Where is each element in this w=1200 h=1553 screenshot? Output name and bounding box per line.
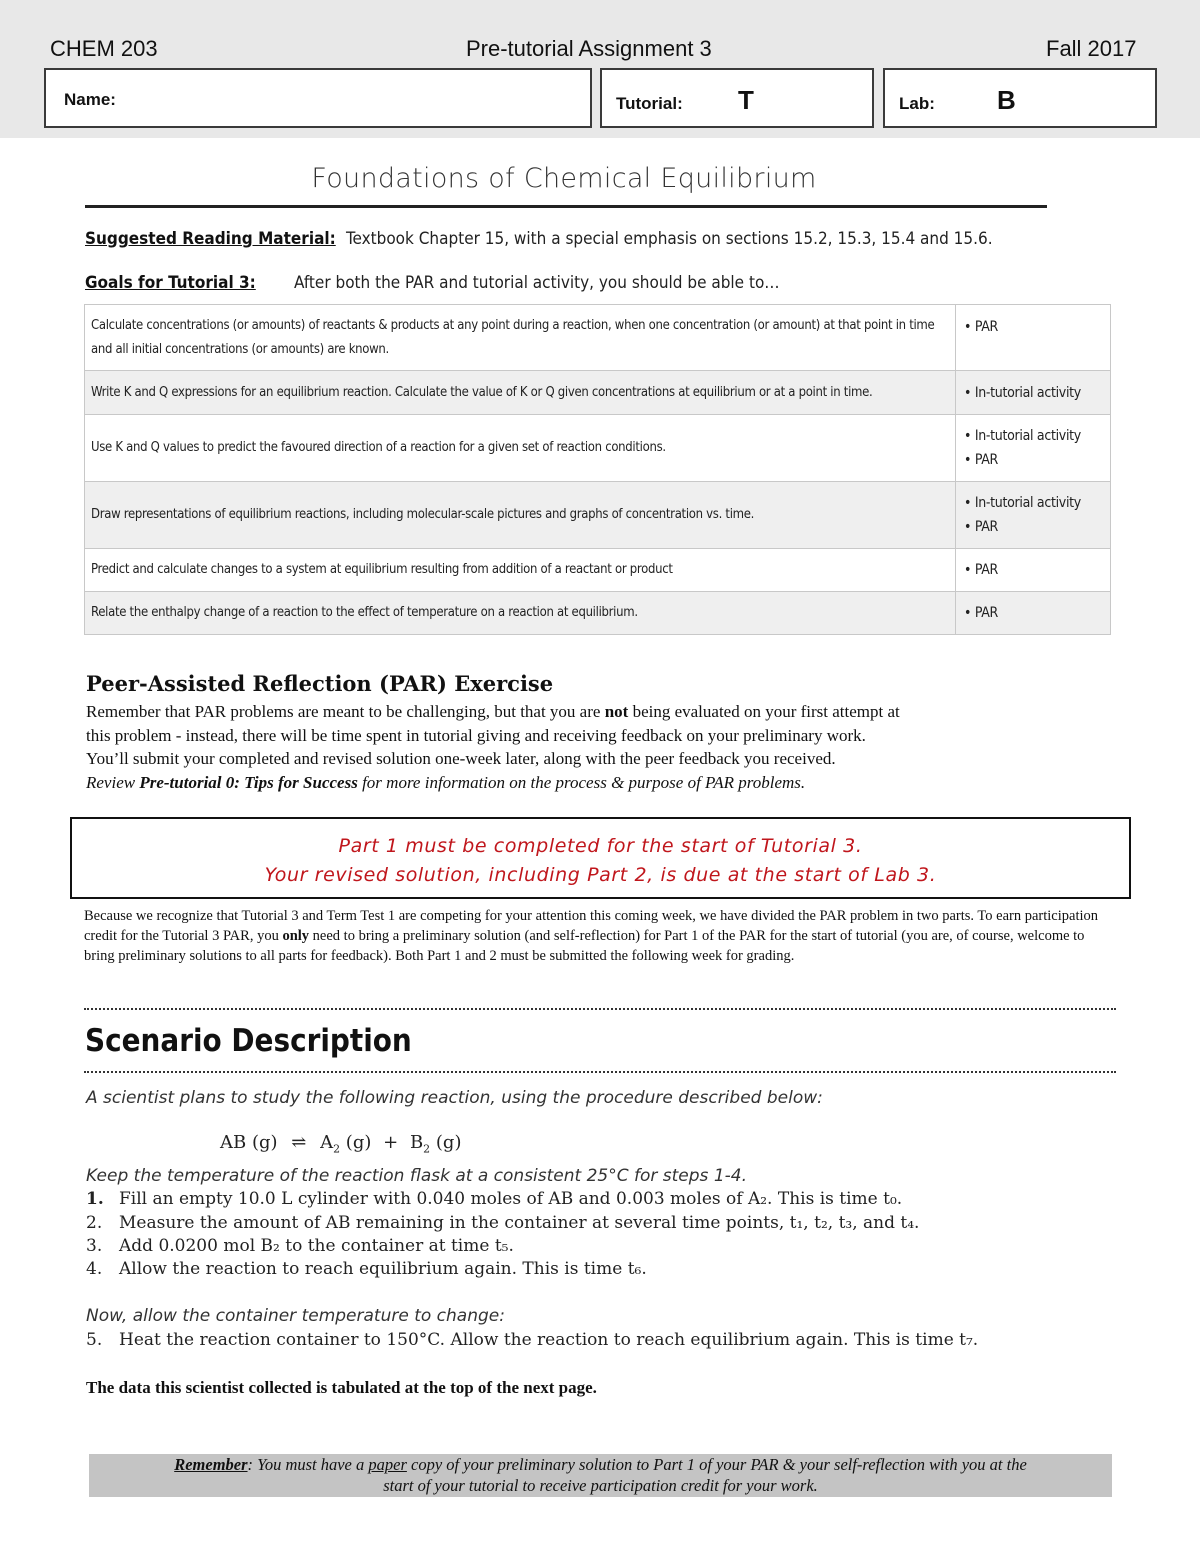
par-line-1: Remember that PAR problems are meant to be challenging, but that you are not being evaluated on your first attempt at	[86, 702, 900, 721]
tutorial-value: T	[738, 85, 754, 115]
par-line-2: this problem - instead, there will be time spent in tutorial giving and receiving feedback on your preliminary work.	[86, 725, 866, 745]
goals-table	[84, 304, 1111, 635]
goal-tags: • PAR	[956, 592, 1111, 635]
goal-desc: Relate the enthalpy change of a reaction to the effect of temperature on a reaction at equilibrium.	[85, 592, 956, 635]
tutorial-label: Tutorial:	[616, 94, 683, 113]
title-divider	[85, 205, 1047, 208]
remember-banner	[89, 1454, 1112, 1497]
notice-line-2: Your revised solution, including Part 2, is due at the start of Lab 3.	[264, 864, 937, 886]
reading-text: Textbook Chapter 15, with a special emphasis on sections 15.2, 15.3, 15.4 and 15.6.	[346, 229, 993, 249]
list-item: 4. Allow the reaction to reach equilibrium again. This is time t₆.	[86, 1259, 647, 1279]
goal-desc: Write K and Q expressions for an equilibrium reaction. Calculate the value of K or Q given concentrations at equilibrium or at a point in time.	[85, 371, 956, 415]
scenario-heading: Scenario Description	[85, 1023, 412, 1059]
dotted-divider	[84, 1008, 1116, 1010]
table-row	[85, 305, 1111, 371]
list-item: 2. Measure the amount of AB remaining in the container at several time points, t₁, t₂, t₃, and t₄.	[86, 1213, 920, 1233]
par-heading: Peer-Assisted Reflection (PAR) Exercise	[86, 671, 554, 696]
temperature-change-note: Now, allow the container temperature to change:	[86, 1306, 505, 1326]
goal-desc: Calculate concentrations (or amounts) of reactants & products at any point during a reaction, when one concentration (or amount) at that point in time and all initial concentrations (or amounts) are known.	[85, 305, 956, 371]
table-row	[85, 371, 1111, 415]
assignment-title: Pre-tutorial Assignment 3	[466, 36, 712, 61]
goal-tags: • In-tutorial activity • PAR	[956, 482, 1111, 549]
list-item: 5. Heat the reaction container to 150°C. Allow the reaction to reach equilibrium again. This is time t₇.	[86, 1330, 979, 1350]
table-row	[85, 482, 1111, 549]
goals-label: Goals for Tutorial 3:	[85, 273, 256, 293]
lab-value: B	[997, 85, 1016, 115]
goal-desc: Draw representations of equilibrium reactions, including molecular-scale pictures and graphs of concentration vs. time.	[85, 482, 956, 549]
tutorial-field[interactable]	[600, 68, 874, 128]
table-row	[85, 549, 1111, 592]
goal-tags: • PAR	[956, 549, 1111, 592]
remember-line-2: start of your tutorial to receive participation credit for your work.	[383, 1476, 818, 1495]
page-title: Foundations of Chemical Equilibrium	[311, 163, 817, 194]
notice-line-1: Part 1 must be completed for the start of Tutorial 3.	[338, 835, 863, 857]
goal-tags: • In-tutorial activity	[956, 371, 1111, 415]
name-label: Name:	[64, 90, 116, 109]
list-item: 1. Fill an empty 10.0 L cylinder with 0.040 moles of AB and 0.003 moles of A₂. This is time t₀.	[86, 1189, 903, 1209]
list-item: 3. Add 0.0200 mol B₂ to the container at time t₅.	[86, 1236, 514, 1256]
lab-label: Lab:	[899, 94, 935, 113]
table-row	[85, 592, 1111, 635]
name-field[interactable]	[44, 68, 592, 128]
goals-intro: After both the PAR and tutorial activity, you should be able to…	[294, 273, 780, 293]
goal-tags: • In-tutorial activity • PAR	[956, 415, 1111, 482]
par-line-3: You’ll submit your completed and revised solution one-week later, along with the peer feedback you received.	[86, 749, 836, 768]
table-row	[85, 415, 1111, 482]
reading-label: Suggested Reading Material:	[85, 229, 336, 249]
goal-desc: Use K and Q values to predict the favoured direction of a reaction for a given set of reaction conditions.	[85, 415, 956, 482]
par-line-4: Review Pre-tutorial 0: Tips for Success for more information on the process & purpose of PAR problems.	[86, 772, 806, 792]
lab-field[interactable]	[883, 68, 1157, 128]
par-body	[86, 700, 1126, 794]
goal-desc: Predict and calculate changes to a system at equilibrium resulting from addition of a reactant or product	[85, 549, 956, 592]
dotted-divider	[84, 1071, 1116, 1073]
course-code: CHEM 203	[50, 36, 158, 61]
goal-tags: • PAR	[956, 305, 1111, 371]
reaction-equation: AB (g) ⇌ $A_2$ $(g) + B_2$ (g)	[220, 1132, 462, 1156]
term: Fall 2017	[1046, 36, 1137, 61]
because-paragraph: Because we recognize that Tutorial 3 and Term Test 1 are competing for your attention this coming week, we have divided the PAR problem in two parts. To earn participation credit for the Tutorial 3 PAR, you only need to bring a preliminary solution (and self-reflection) for Part 1 of the PAR for the start of tutorial (you are, of course, welcome to bring preliminary solutions to all parts for feedback). Both Part 1 and 2 must be submitted the following week for grading.	[84, 908, 1098, 964]
equilibrium-arrow-icon: ⇌	[291, 1132, 307, 1153]
remember-line-1: Remember: You must have a paper copy of your preliminary solution to Part 1 of your PAR & your self-reflection with you at the	[174, 1455, 1027, 1474]
deadline-notice	[70, 817, 1131, 899]
temperature-note: Keep the temperature of the reaction flask at a consistent 25°C for steps 1-4.	[86, 1166, 747, 1186]
data-note: The data this scientist collected is tabulated at the top of the next page.	[86, 1378, 597, 1397]
scenario-intro: A scientist plans to study the following reaction, using the procedure described below:	[86, 1088, 823, 1108]
